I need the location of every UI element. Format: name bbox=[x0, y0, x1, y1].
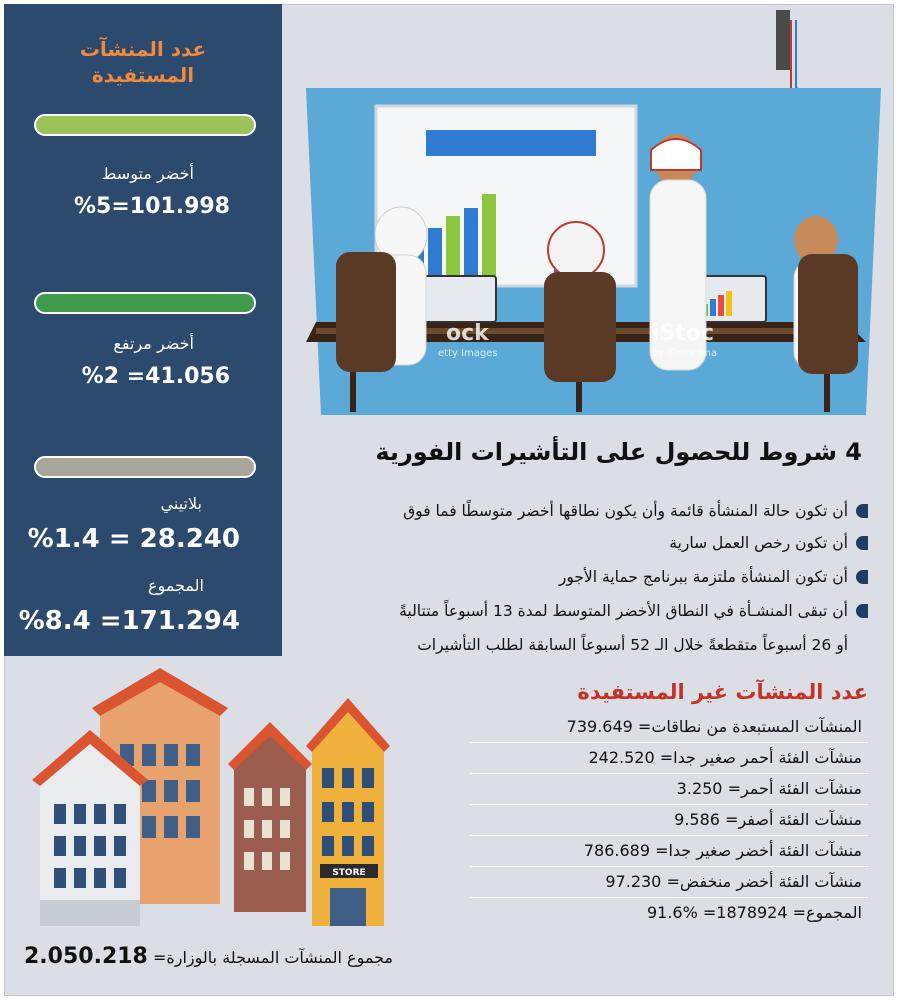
registered-total bbox=[24, 944, 393, 969]
condition-text: أن تكون رخص العمل سارية bbox=[669, 534, 848, 552]
store-sign-text: STORE bbox=[332, 868, 366, 878]
meeting-illustration bbox=[306, 10, 890, 430]
condition-item bbox=[669, 534, 868, 552]
watermark-left: ock bbox=[446, 321, 489, 346]
stat-row: منشآت الفئة أخضر صغير جدا= 786.689 bbox=[470, 836, 868, 867]
non-beneficiary-title: عدد المنشآت غير المستفيدة bbox=[577, 680, 868, 704]
registered-total-value: 2.050.218 bbox=[24, 944, 148, 969]
medium-green-bar bbox=[34, 114, 256, 136]
watermark-left-sub: etty Images bbox=[438, 348, 498, 359]
platinum-value: %1.4 = 28.240 bbox=[27, 524, 240, 554]
stat-row: المنشآت المستبعدة من نطاقات= 739.649 bbox=[470, 712, 868, 743]
chair-center bbox=[544, 272, 616, 382]
bullet-icon bbox=[856, 570, 868, 584]
condition-item bbox=[559, 568, 868, 586]
stat-row: منشآت الفئة أحمر صغير جدا= 242.520 bbox=[470, 743, 868, 774]
condition-text: أن تكون حالة المنشأة قائمة وأن يكون نطاقها أخضر متوسطًا فما فوق bbox=[403, 502, 848, 520]
condition-continuation: أو 26 أسبوعاً متقطعةً خلال الـ 52 أسبوعاً السابقة لطلب التأشيرات bbox=[417, 636, 848, 654]
registered-total-label: مجموع المنشآت المسجلة بالوزارة= bbox=[152, 948, 393, 967]
bullet-icon bbox=[856, 604, 868, 618]
platinum-bar bbox=[34, 456, 256, 478]
chair-left bbox=[336, 252, 396, 372]
condition-text: أن تبقى المنشـأة في النطاق الأخضر المتوسط لمدة 13 أسبوعاً متتاليةً bbox=[399, 602, 848, 620]
laptop-left bbox=[418, 276, 496, 322]
conditions-headline: 4 شروط للحصول على التأشيرات الفورية bbox=[375, 438, 862, 466]
projector-mount bbox=[776, 10, 790, 70]
total-label: المجموع bbox=[148, 576, 204, 595]
medium-green-value: %5=101.998 bbox=[74, 194, 230, 219]
stat-row: منشآت الفئة أخضر منخفض= 97.230 bbox=[470, 867, 868, 898]
beneficiary-panel bbox=[4, 4, 282, 656]
watermark-right: iStoc bbox=[652, 321, 715, 346]
high-green-label: أخضر مرتفع bbox=[113, 334, 194, 353]
stat-row: منشآت الفئة أصفر= 9.586 bbox=[470, 805, 868, 836]
total-value: %8.4 =171.294 bbox=[18, 606, 240, 636]
bullet-icon bbox=[856, 504, 868, 518]
watermark-right-sub: by Getty Ima bbox=[652, 348, 718, 359]
bullet-icon bbox=[856, 536, 868, 550]
platinum-label: بلاتيني bbox=[160, 494, 202, 513]
condition-text: أن تكون المنشأة ملتزمة ببرنامج حماية الأجور bbox=[558, 568, 848, 586]
chair-right bbox=[798, 254, 858, 374]
stat-row: منشآت الفئة أحمر= 3.250 bbox=[470, 774, 868, 805]
seated-man-center bbox=[548, 222, 604, 278]
condition-item bbox=[403, 502, 868, 520]
buildings-illustration bbox=[30, 664, 430, 936]
medium-green-label: أخضر متوسط bbox=[101, 164, 194, 183]
high-green-value: %2 =41.056 bbox=[81, 364, 230, 389]
high-green-bar bbox=[34, 292, 256, 314]
condition-item bbox=[399, 602, 868, 620]
panel-title: عدد المنشآت المستفيدة bbox=[79, 37, 207, 87]
stat-total-row: المجموع= 1878924= %91.6 bbox=[646, 903, 862, 922]
